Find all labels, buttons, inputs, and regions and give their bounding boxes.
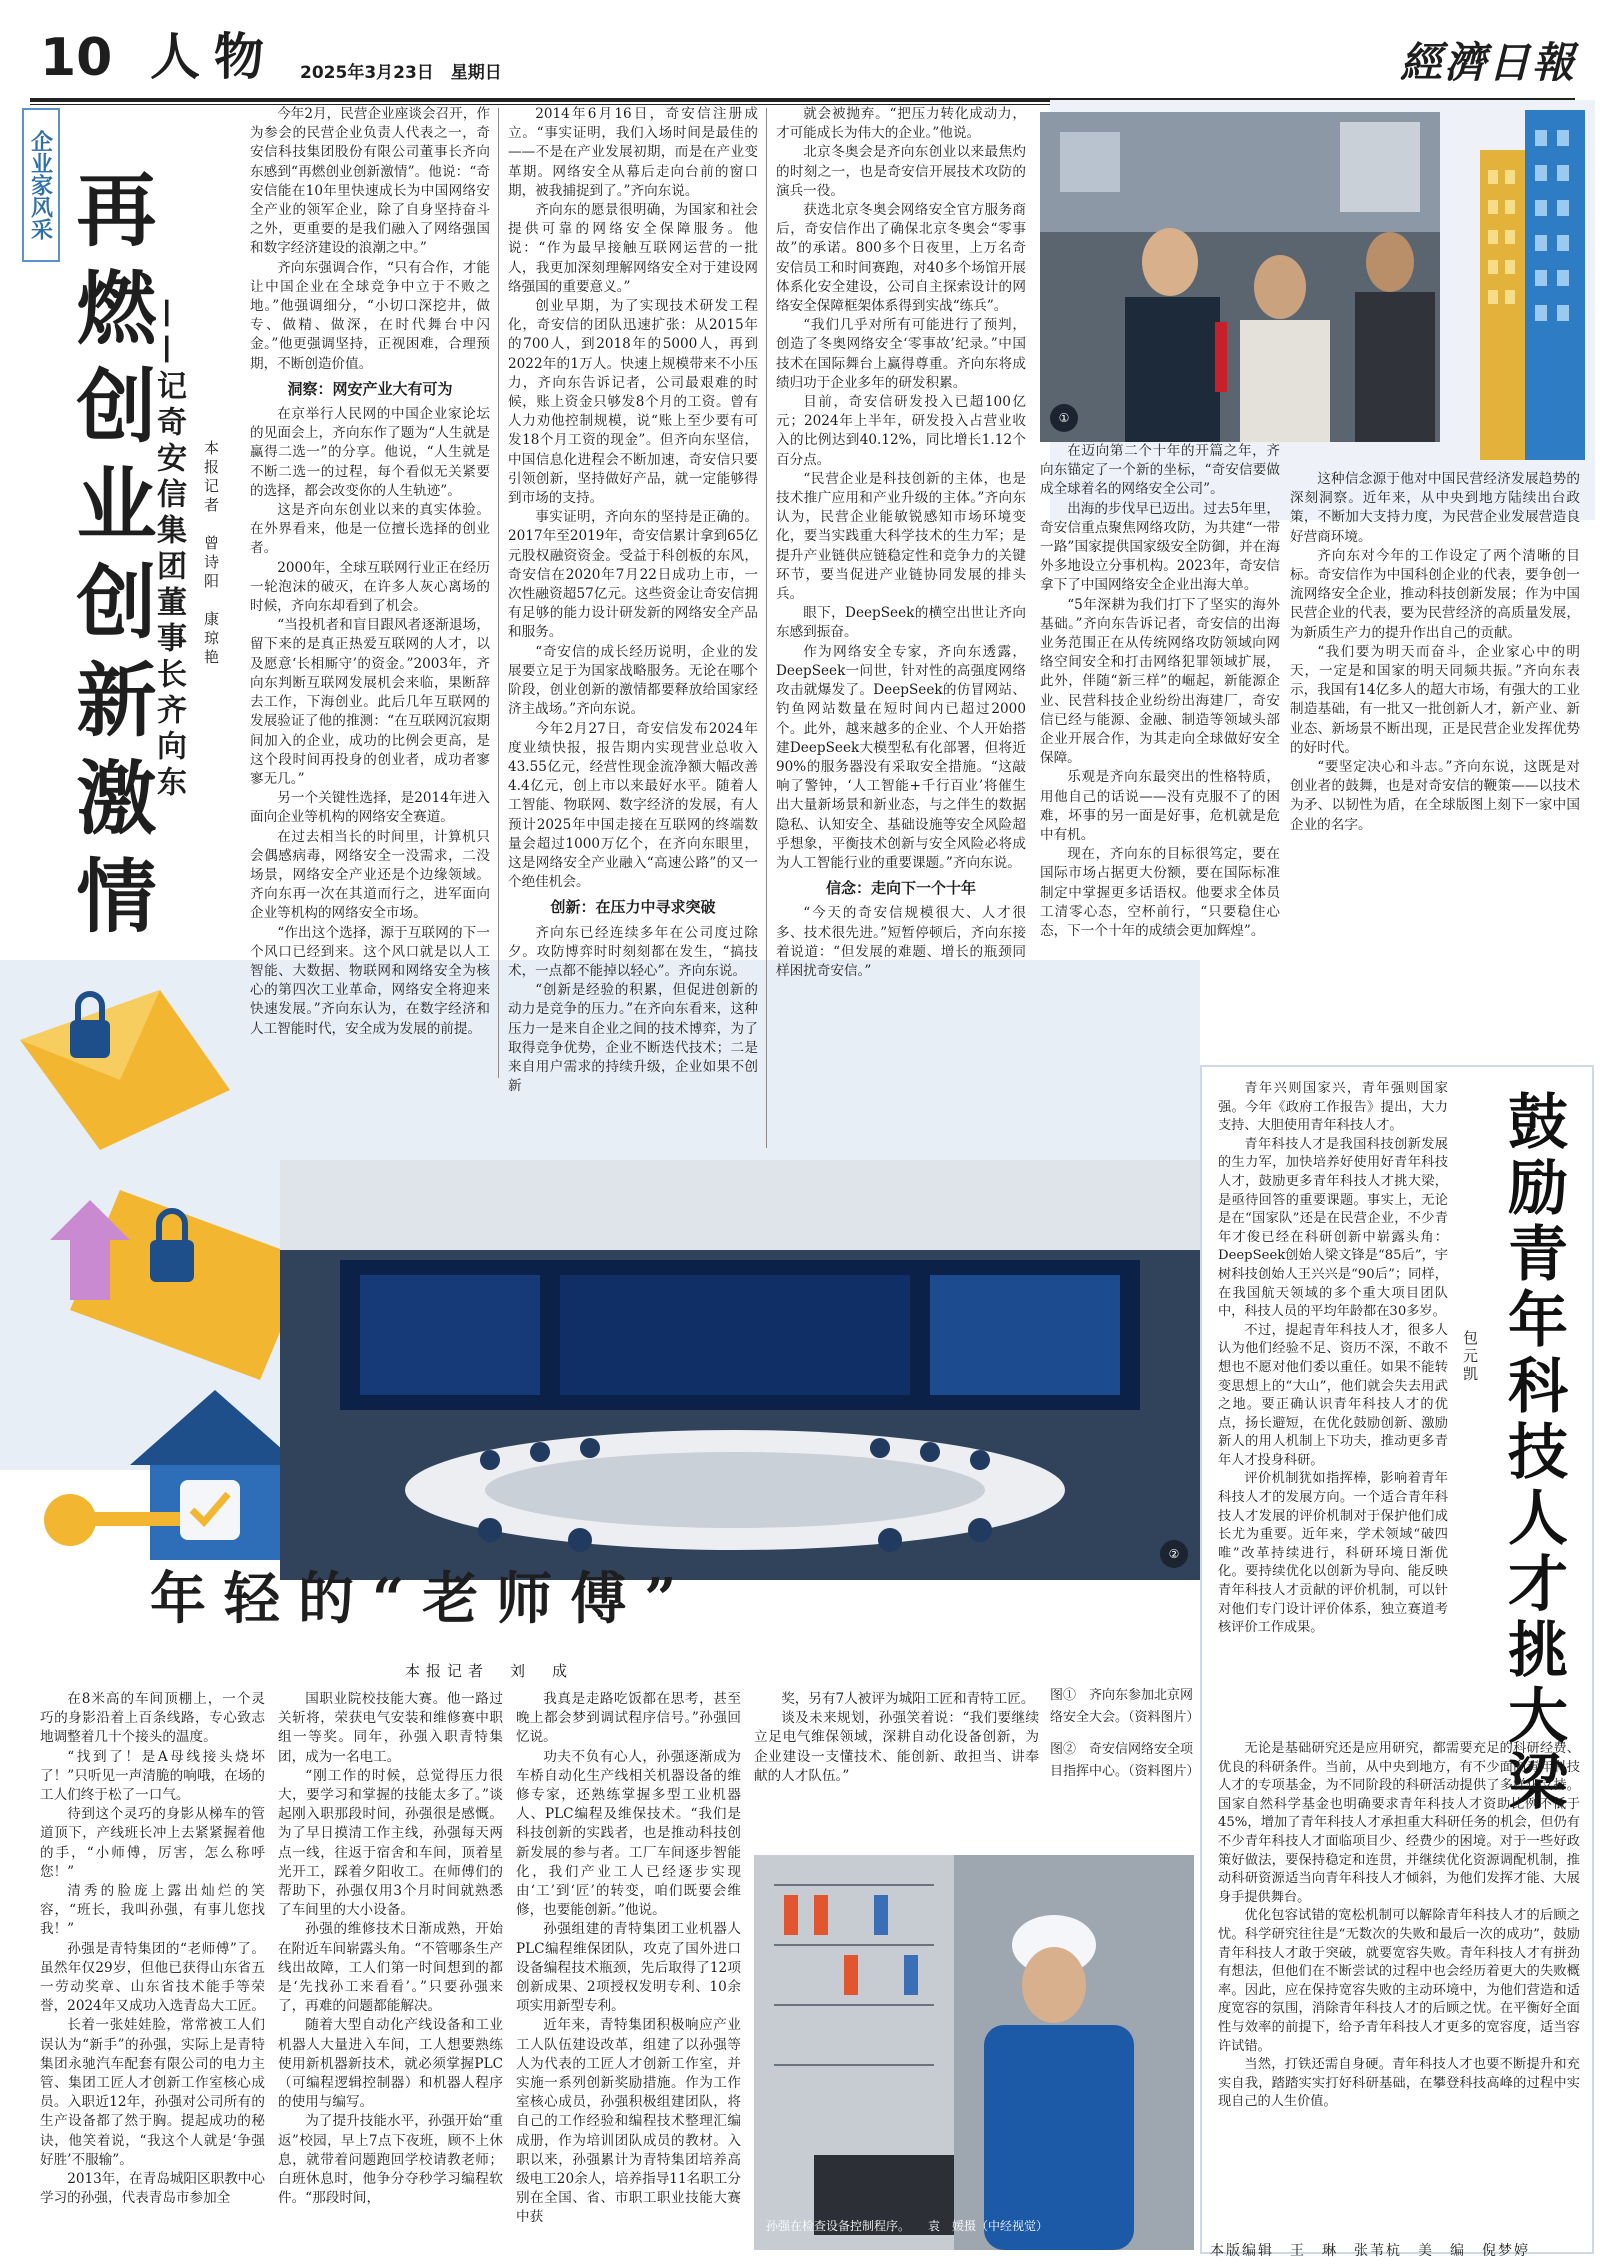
- masthead: [0, 0, 1600, 96]
- paragraph: 长着一张娃娃脸，常常被工人们误认为“新手”的孙强，实际上是青特集团永驰汽车配套有限公司的电力主管、集团工匠人才创新工作室核心成员。入职近12年，孙强对公司所有的生产设备都了然于胸。提起成功的秘诀，他笑着说，“我这个人就是‘争强好胜’不服输”。: [40, 2017, 265, 2168]
- building-illustration: [1445, 110, 1595, 460]
- issue-date: 2025年3月23日 星期日: [300, 63, 502, 83]
- section-heading: 信念：走向下一个十年: [825, 879, 976, 898]
- paragraph: 2013年，在青岛城阳区职教中心学习的孙强，代表青岛市参加全: [40, 2171, 265, 2207]
- feature2-column-2: [278, 1690, 503, 2250]
- paragraph: 这种信念源于他对中国民营经济发展趋势的深刻洞察。近年来，从中央到地方陆续出台政策，不断加大支持力度，为民营企业发展营造良好营商环境。: [1290, 471, 1580, 545]
- security-illustration: [10, 960, 310, 1560]
- paragraph: 在京举行人民网的中国企业家论坛的见面会上，齐向东作了题为“人生就是赢得二选一”的分享。他说，“人生就是不断二选一的过程，每个看似无关紧要的选择，都会改变你的人生轨迹”。: [250, 406, 490, 499]
- paragraph: 乐观是齐向东最突出的性格特质，用他自己的话说——没有克服不了的困难，坏事的另一面是好事，危机就是危中有机。: [1040, 769, 1280, 844]
- paragraph: “我们几乎对所有可能进行了预判，创造了冬奥网络安全‘零事故’纪录。”中国技术在国际舞台上赢得尊重。齐向东将成绩归功于企业多年的研发积累。: [776, 317, 1026, 391]
- feature2-column-3: [516, 1690, 741, 2250]
- paragraph: 获选北京冬奥会网络安全官方服务商后，奇安信作出了确保北京冬奥会“零事故”的承诺。800多个日夜里，上万名奇安信员工和时间赛跑，对40多个场馆开展体系化安全建设，公司自主探索设计的网络安全保障框架体系得到实战“练兵”。: [776, 202, 1026, 315]
- commentary-column-1: [1218, 1080, 1448, 1720]
- paragraph: 事实证明，齐向东的坚持是正确的。2017年至2019年，奇安信累计拿到65亿元股权融资资金。受益于科创板的东风，奇安信在2020年7月22日成功上市，一次性融资超57亿元。这些资金让奇安信拥有足够的能力设计研发新的网络安全产品和服务。: [508, 509, 758, 641]
- paragraph: “当投机者和盲目跟风者逐渐退场，留下来的是真正热爱互联网的人才，以及愿意‘长相厮守’的资金。”2003年，齐向东判断互联网发展机会来临，果断辞去工作，下海创业。此后几年互联网的发展验证了他的推测：“在互联网沉寂期间加入的企业，成功的比例会更高，是这个段时间再投身的创业者，成功者寥寥无几。”: [250, 617, 490, 787]
- paragraph: 为了提升技能水平，孙强开始“重返”校园，早上7点下夜班，顾不上休息，就带着问题跑回学校请教老师；白班休息时，他争分夺秒学习编程软件。“那段时间，: [278, 2113, 503, 2207]
- feature2-column-4: [754, 1690, 1039, 1840]
- paragraph: “作出这个选择，源于互联网的下一个风口已经到来。这个风口就是以人工智能、大数据、物联网和网络安全为核心的第四次工业革命，网络安全将迎来快速发展。”齐向东认为，在数字经济和人工智能时代，安全成为发展的前提。: [250, 924, 490, 1037]
- column-rule: [498, 108, 499, 1078]
- paragraph: 齐向东强调合作，“只有合作，才能让中国企业在全球竞争中立于不败之地。”他强调细分，“小切口深挖井，做专、做精、做深，在时代舞台中闪金。”他更强调坚持，正视困难，合理预期，不断创造价值。: [250, 259, 490, 372]
- photo-qi-xiangdong: [1040, 112, 1440, 442]
- photo-caption: 孙强在检查设备控制程序。 袁 媛摄（中经视觉）: [766, 2219, 1049, 2233]
- paragraph: 现在，齐向东的目标很笃定，要在国际市场占据更大份额，要在国际标准制定中掌握更多话语权。他要求全体员工清零心态，空杯前行，“只要稳住心态，下一个十年的成绩会更加辉煌”。: [1040, 846, 1280, 940]
- paragraph: “找到了！是A母线接头烧坏了！”只听见一声清脆的响哦，在场的工人们终于松了一口气。: [40, 1748, 265, 1804]
- paragraph: 国职业院校技能大赛。他一路过关斩将，荣获电气安装和维修赛中职组一等奖。同年，孙强入职青特集团，成为一名电工。: [278, 1691, 503, 1765]
- paragraph: 在8米高的车间顶棚上，一个灵巧的身影沿着上百条线路，专心致志地调整着几十个接头的温度。: [40, 1691, 265, 1746]
- section-name: 人物: [150, 27, 278, 86]
- commentary-title: 鼓励青年科技人才挑大梁: [1498, 1090, 1568, 1816]
- photo-sun-qiang: [754, 1855, 1194, 2250]
- photo-number-tag: ②: [1160, 1540, 1188, 1568]
- paragraph: “要坚定决心和斗志。”齐向东说，这既是对创业者的鼓舞，也是对奇安信的鞭策——以技术为矛、以韧性为盾，在全球版图上刻下一家中国企业的名字。: [1290, 759, 1580, 833]
- feature-title: 再燃创业创新激情: [63, 168, 157, 952]
- paragraph: 我真是走路吃饭都在思考，甚至晚上都会梦到调试程序信号。”孙强回忆说。: [516, 1691, 741, 1746]
- paragraph: 齐向东的愿景很明确，为国家和社会提供可靠的网络安全保障服务。他说：“作为最早接触互联网运营的一批人，我更加深刻理解网络安全对于建设网络强国的重要意义。”: [508, 202, 758, 295]
- column-rule: [766, 108, 767, 1148]
- photo-captions: [1050, 1685, 1200, 1783]
- caption: 图① 齐向东参加北京网络安全大会。（资料图片）: [1050, 1688, 1200, 1725]
- paragraph: 优化包容试错的宽松机制可以解除青年科技人才的后顾之忧。科学研究往往是“无数次的失败和最后一次的成功”，鼓励青年科技人才敢于突破，就要宽容失败。青年科技人才有拼劲有想法，但他们在不断尝试的过程中也会经历着更大的失败概率。因此，应在保持宽容失败的主动环境中，为他们营造和适度宽容的氛围，消除青年科技人才的后顾之忧。在平衡好全面性与效率的前提下，给予青年科技人才更多的宽容度，适当容许试错。: [1218, 1908, 1580, 2054]
- paragraph: “我们要为明天而奋斗，企业家心中的明天，一定是和国家的明天同频共振。”齐向东表示，我国有14亿多人的超大市场，有强大的工业制造基础，有一批又一批创新人才，新产业、新业态、新场景不断出现，正是民营企业发挥优势的好时代。: [1290, 643, 1580, 756]
- paragraph: 待到这个灵巧的身影从梯车的管道顶下，产线班长冲上去紧紧握着他的手，“小师傅，厉害，怎么称呼您！”: [40, 1806, 265, 1880]
- paragraph: 随着大型自动化产线设备和工业机器人大量进入车间，工人想要熟练使用新机器新技术，就必须掌握PLC（可编程逻辑控制器）和机器人程序的使用与编写。: [278, 2017, 503, 2111]
- paragraph: 2000年，全球互联网行业正在经历一轮泡沫的破灭，在许多人灰心离场的时候，齐向东却看到了机会。: [250, 559, 490, 615]
- paragraph: 奖，另有7人被评为城阳工匠和青特工匠。: [781, 1691, 1035, 1707]
- paragraph: 齐向东已经连续多年在公司度过除夕。攻防博弈时时刻刻都在发生，“搞技术，一点都不能掉以轻心”。齐向东说。: [508, 924, 758, 979]
- paragraph: 在过去相当长的时间里，计算机只会偶感病毒，网络安全一没需求，二没场景，网络安全产业还是个边缘领域。齐向东再一次在其道而行之，进军面向企业等机构的网络安全市场。: [250, 828, 490, 922]
- paragraph: 今年2月，民营企业座谈会召开，作为参会的民营企业负责人代表之一，奇安信科技集团股份有限公司董事长齐向东感到“再燃创业创新激情”。他说：“奇安信能在10年里快速成长为中国网络安全产业的领军企业，除了自身坚持奋斗之外，更重要的是我们融入了网络强国和数字经济建设的浪潮之中。”: [250, 106, 490, 257]
- paragraph: “民营企业是科技创新的主体，也是技术推广应用和产业升级的主体。”齐向东认为，民营企业能敏锐感知市场环境变化，要当实践重大科学技术的生力军；是提升产业链供应链稳定性和竞争力的关键环节，要当促进产业链协同发展的排头兵。: [776, 470, 1026, 603]
- paragraph: 无论是基础研究还是应用研究，都需要充足的科研经费、优良的科研条件。当前，从中央到地方，有不少面向青年科技人才的专项基金，为不同阶段的科研活动提供了多样化支持。国家自然科学基金也明确要求青年科技人才资助比例不低于45%，增加了青年科技人才承担重大科研任务的机会，但仍有不少青年科技人才面临项目少、经费少的困境。对于一些好政策好做法，要保持稳定和连贯，并继续优化资源调配机制，推动科研资源适当向青年科技人才倾斜，为他们发挥才能、大展身手提供舞台。: [1218, 1741, 1580, 1905]
- paragraph: 清秀的脸庞上露出灿烂的笑容，“班长，我叫孙强，有事儿您找我！”: [40, 1883, 265, 1938]
- paragraph: 孙强组建的青特集团工业机器人PLC编程维保团队，攻克了国外进口设备编程技术瓶颈，先后取得了12项创新成果、2项授权发明专利、10余项实用新型专利。: [516, 1921, 741, 2015]
- paragraph: 眼下，DeepSeek的横空出世让齐向东感到振奋。: [776, 605, 1026, 641]
- paragraph: 青年科技人才是我国科技创新发展的生力军，加快培养好使用好青年科技人才，鼓励更多青年科技人才挑大梁，是亟待回答的重要课题。事实上，无论是在“国家队”还是在民营企业，不少青年才俊已经在科研创新中崭露头角：DeepSeek创始人梁文锋是“85后”，宇树科技创始人王兴兴是“90后”；同样，在我国航天领域的多个重大项目团队中，科技人员的平均年龄都在30多岁。: [1218, 1136, 1448, 1320]
- photo-number-tag: ①: [1050, 404, 1078, 432]
- paragraph: 目前，奇安信研发投入已超100亿元；2024年上半年，研发投入占营业收入的比例达到40.12%，同比增长1.12个百分点。: [776, 394, 1026, 468]
- paragraph: 谈及未来规划，孙强笑着说：“我们要继续立足电气维保领域，深耕自动化设备创新，为企业建设一支懂技术、能创新、敢担当、讲奉献的人才队伍。”: [754, 1710, 1039, 1784]
- feature-byline: 本报记者 曾诗阳 康琼艳: [202, 440, 220, 668]
- photo-command-center: [280, 1160, 1200, 1580]
- commentary-column-2: [1218, 1740, 1580, 2230]
- paragraph: 孙强是青特集团的“老师傅”了。虽然年仅29岁，但他已获得山东省五一劳动奖章、山东省技术能手等荣誉，2024年又成功入选青岛大工匠。: [40, 1940, 265, 2015]
- paragraph: 在迈向第二个十年的开篇之年，齐向东锚定了一个新的坐标，“奇安信要做成全球着名的网络安全公司”。: [1040, 443, 1280, 498]
- page-number: 10: [40, 28, 113, 88]
- paragraph: 功夫不负有心人，孙强逐渐成为车桥自动化生产线相关机器设备的维修专家，还熟练掌握多型工业机器人、PLC编程及维保技术。“我们是科技创新的实践者，也是推动科技创新发展的参与者。工厂车间逐步智能化，我们产业工人已经逐步实现由‘工’到‘匠’的转变，咱们既要会维修，也要能创新。”他说。: [516, 1748, 741, 1919]
- paragraph: 这是齐向东创业以来的真实体验。在外界看来，他是一位擅长选择的创业者。: [250, 502, 490, 557]
- newspaper-logo: 經濟日報: [1400, 38, 1577, 87]
- paragraph: 另一个关键性选择，是2014年进入面向企业等机构的网络安全赛道。: [250, 790, 490, 826]
- paragraph: 不过，提起青年科技人才，很多人认为他们经验不足、资历不深，不敢不想也不愿对他们委以重任。如果不能转变思想上的“大山”，他们就会失去用武之地。要正确认识青年科技人才的优点，扬长避短，在优化鼓励创新、激励新人的用人机制上下功夫，推动更多青年人才投身科研。: [1218, 1322, 1448, 1468]
- paragraph: “奇安信的成长经历说明，企业的发展要立足于为国家战略服务。无论在哪个阶段，创业创新的激情都要释放给国家经济主战场。”齐向东说。: [508, 643, 758, 718]
- feature2-byline: 本报记者 刘 成: [405, 1662, 574, 1680]
- feature-column-5: [1290, 470, 1580, 1060]
- feature-subtitle: ——记奇安信集团董事长齐向东: [151, 298, 186, 802]
- feature2-title: 年轻的“老师傅”: [150, 1566, 695, 1632]
- paragraph: 北京冬奥会是齐向东创业以来最焦灼的时刻之一，也是奇安信开展技术攻防的演兵一役。: [776, 144, 1026, 199]
- caption: 图② 奇安信网络安全项目指挥中心。（资料图片）: [1050, 1742, 1200, 1779]
- paragraph: 孙强的维修技术日渐成熟，开始在附近车间崭露头角。“不管哪条生产线出故障，工人们第一时间想到的都是‘先找孙工来看看’。”只要孙强来了，再难的问题都能解决。: [278, 1921, 503, 2015]
- feature-column-4: [1040, 442, 1280, 1062]
- section-heading: 创新：在压力中寻求突破: [550, 898, 716, 917]
- paragraph: 近年来，青特集团积极响应产业工人队伍建设改革，组建了以孙强等人为代表的工匠人才创新工作室，并实施一系列创新奖励措施。作为工作室核心成员，孙强积极组建团队，将自己的工作经验和编程技术整理汇编成册，作为培训团队成员的教材。入职以来，孙强累计为青特集团培养高级电工20余人，培养指导11名职工分别在全国、省、市职工职业技能大赛中获: [516, 2017, 741, 2226]
- paragraph: “创新是经验的积累，但促进创新的动力是竞争的压力。”在齐向东看来，这种压力一是来自企业之间的技术博弈，为了取得竞争优势，企业不断迭代技术；二是来自用户需求的持续升级，企业如果不创新: [508, 982, 758, 1095]
- paragraph: “5年深耕为我们打下了坚实的海外基础。”齐向东告诉记者，奇安信的出海业务范围正在从传统网络攻防领域向网络空间安全和打击网络犯罪领域扩展，此外，伴随“新三样”的崛起，新能源企业、民营科技企业纷纷出海建厂，奇安信已经与能源、金融、制造等领域头部企业开展合作，为其走向全球做好安全保障。: [1040, 596, 1280, 767]
- paragraph: 齐向东对今年的工作设定了两个清晰的目标。奇安信作为中国科创企业的代表，要争创一流网络安全企业，推动科技创新发展；作为中国民营企业的代表，要为民营经济的高质量发展，为新质生产力的提升作出自己的贡献。: [1290, 547, 1580, 641]
- paragraph: 创业早期，为了实现技术研发工程化，奇安信的团队迅速扩张：从2015年的700人，到2018年的5000人，再到2022年的1万人。快速上规模带来不小压力，齐向东告诉记者，公司最艰难的时候，账上资金只够发8个月的工资。曾有人力劝他控制规模，说“账上至少要有可发18个月工资的现金”。但齐向东坚信，中国信息化进程会不断加速，奇安信只要引领创新，坚持做好产品，就一定能够得到市场的支持。: [508, 298, 758, 507]
- paragraph: 就会被抛弃。“把压力转化成动力，才可能成长为伟大的企业。”他说。: [776, 106, 1026, 142]
- paragraph: 当然，打铁还需自身硬。青年科技人才也要不断提升和充实自我，踏踏实实打好科研基础，在攀登科技高峰的过程中实现自己的人生价值。: [1218, 2057, 1580, 2110]
- column-kicker: 企业家风采: [22, 108, 60, 262]
- editors-credit: 本版编辑 王 琳 张苇杭 美 编 倪梦婷: [1210, 2243, 1530, 2259]
- paragraph: 出海的步伐早已迈出。过去5年里，奇安信重点聚焦网络攻防，为共建“一带一路”国家提供国家级安全防御，并在海外多地设立分事机构。2023年，奇安信拿下了中国网络安全企业出海大单。: [1040, 500, 1280, 594]
- paragraph: “刚工作的时候，总觉得压力很大，要学习和掌握的技能太多了。”谈起刚入职那段时间，孙强很是感慨。为了早日摸清工作主线，孙强每天两点一线，往返于宿舍和车间，顶着星光开工，踩着夕阳收工。在师傅们的帮助下，孙强仅用3个月时间就熟悉了车间里的大小设备。: [278, 1767, 503, 1919]
- feature-column-1: [250, 105, 490, 1080]
- feature2-column-1: [40, 1690, 265, 2250]
- paragraph: 评价机制犹如指挥棒，影响着青年科技人才的发展方向。一个适合青年科技人才发展的评价机制对于保护他们成长尤为重要。近年来，学术领域“破四唯”改革持续进行，科研环境日渐优化。要持续优化以创新为导向、能反映青年科技人才贡献的评价机制，可以针对他们专门设计评价体系，独立赛道考核评价工作成果。: [1218, 1471, 1448, 1636]
- section-heading: 洞察：网安产业大有可为: [287, 379, 453, 398]
- paragraph: 2014年6月16日，奇安信注册成立。“事实证明，我们入场时间是最佳的——不是在产业发展初期，而是在产业变革期。网络安全从幕后走向台前的窗口期，被我捕捉到了。”齐向东说。: [508, 106, 758, 199]
- feature-column-3: [776, 105, 1026, 1150]
- paragraph: 青年兴则国家兴，青年强则国家强。今年《政府工作报告》提出，大力支持、大胆使用青年科技人才。: [1218, 1081, 1448, 1134]
- paragraph: “今天的奇安信规模很大、人才很多、技术很先进。”短暂停顿后，齐向东接着说道：“但发展的难题、增长的瓶颈同样困扰奇安信。”: [776, 905, 1026, 979]
- feature-column-2: [508, 105, 758, 1145]
- paragraph: 作为网络安全专家，齐向东透露，DeepSeek一问世，针对性的高强度网络攻击就爆发了。DeepSeek的仿冒网站、钓鱼网站数量在短时间内已超过2000个。此外，越来越多的企业、个人开始搭建DeepSeek大模型私有化部署，但将近90%的服务器没有采取安全措施。“这敲响了警钟，‘人工智能+千行百业’将催生出大量新场景和新业态，与之伴生的数据隐私、认知安全、基础设施等安全风险超乎想象，平衡技术创新与安全风险必将成为人工智能行业的重要课题。”齐向东说。: [776, 643, 1026, 871]
- paragraph: 今年2月27日，奇安信发布2024年度业绩快报，报告期内实现营业总收入43.55亿元，经营性现金流净额大幅改善4.4亿元，创上市以来最好水平。随着人工智能、物联网、数字经济的发展，有人预计2025年中国走接在互联网的终端数量会超过1000万亿个，在齐向东眼里，这是网络安全产业融入“高速公路”的又一个绝佳机会。: [508, 720, 758, 891]
- commentary-byline: 包元凯: [1461, 1330, 1479, 1384]
